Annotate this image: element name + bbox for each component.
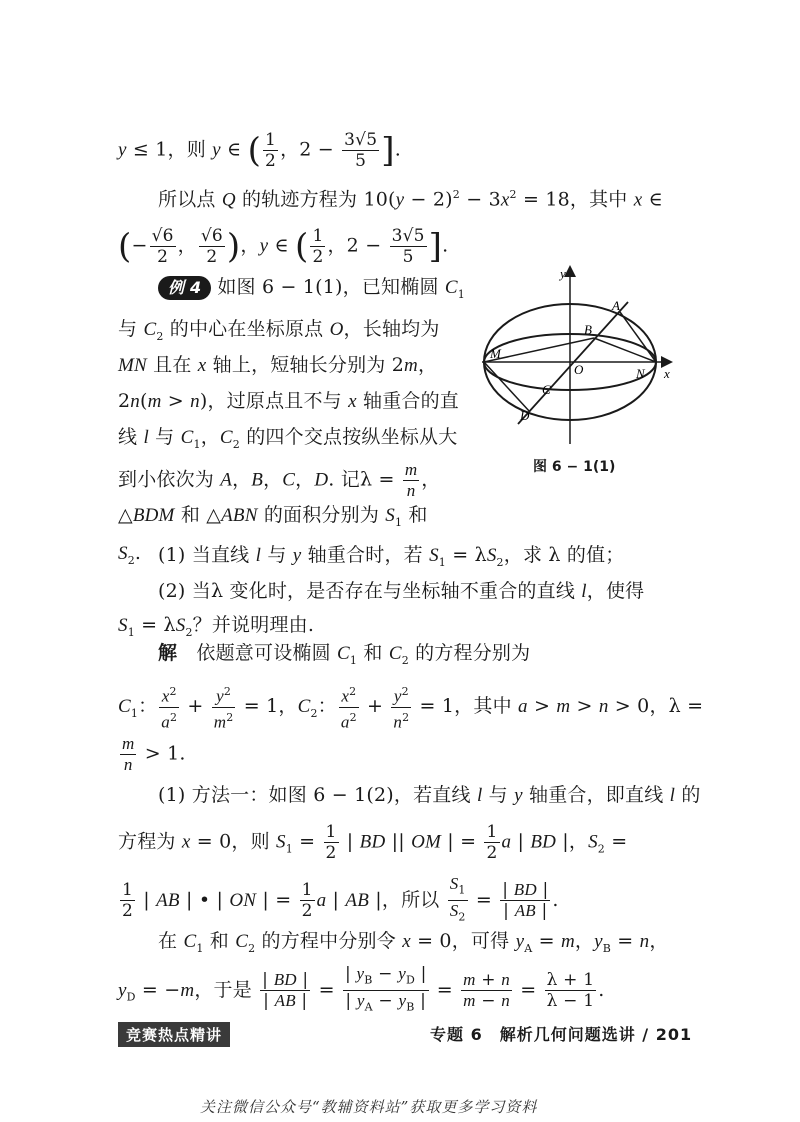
method-line-1: (1) 方法一：如图 6 − 1(2)，若直线 l 与 y 轴重合，即直线 l 的 [158, 784, 701, 806]
label-m: M [490, 346, 501, 361]
method-line-2: 方程为 x = 0，则 $S_1$ = $\frac{1}{2}$ | BD || OM | = $\frac{1}{2}$ a | BD |，$S_2$ = [118, 822, 628, 863]
line-l [518, 302, 628, 424]
label-y: y [560, 266, 566, 281]
solution-line-1: 解 依题意可设椭圆 $C_1$ 和 $C_2$ 的方程分别为 [158, 642, 531, 667]
example-line-6: 到小依次为 A，B，C，D. 记λ = $\frac{m}{n}$ ， [118, 460, 441, 500]
method-line-5: $y_D = -m$，于是 $\frac{| BD |}{| AB |}$ = $\frac{| y_B - y_D |}{| y_A - y_B |}$ = $\frac{m + n}{m - n}$ = $\frac{\lambda + 1}{\lambda - 1}$ . [118, 964, 605, 1014]
example-line-7: △BDM 和 △ABN 的面积分别为 $S_1$ 和 [118, 504, 428, 529]
example-line-3: MN 且在 x 轴上，短轴长分别为 2m， [118, 354, 438, 376]
solution-line-2: $C_1$： $\frac{x^2}{a^2}$ + $\frac{y^2}{m^2}$ = 1，$C_2$： $\frac{x^2}{a^2}$ + $\frac{y^2}{n^2}$ = 1，其中 a > m > n > 0，λ = [118, 682, 703, 732]
text-line-3: (− $\frac{√6}{2}$ ， $\frac{√6}{2}$ )，y ∈ ( $\frac{1}{2}$ ，2 − $\frac{3√5}{5}$ ]. [118, 226, 449, 267]
segment-md [484, 362, 530, 412]
label-n: N [636, 366, 645, 381]
text-line-1: y ≤ 1，则 y ∈ ( $\frac{1}{2}$ ，2 − $\frac{3√5}{5}$ ]. [118, 130, 401, 171]
example-badge: 例 4 [158, 276, 211, 300]
footer-section-label: 竞赛热点精讲 [118, 1022, 230, 1047]
footer-page-info: 专题 6 解析几何问题选讲 / 201 [430, 1025, 693, 1044]
example-line-1: 例 4 如图 6 − 1(1)，已知椭圆 $C_1$ [158, 272, 465, 310]
question-2a: (2) 当λ 变化时，是否存在与坐标轴不重合的直线 l，使得 [158, 580, 645, 602]
method-line-3: $\frac{1}{2}$ | AB | • | ON | = $\frac{1}{2}$ a | AB |，所以 $\frac{S_1}{S_2}$ = $\frac{| BD |}{| AB |}$ . [122, 874, 559, 924]
example-line-2: 与 $C_2$ 的中心在坐标原点 O，长轴均为 [118, 318, 440, 343]
method-line-4: 在 $C_1$ 和 $C_2$ 的方程中分别令 x = 0，可得 $y_A = m$，$y_B = n$， [158, 930, 669, 955]
text-line-2: 所以点 Q 的轨迹方程为 $10(y - 2)^2 - 3x^2 = 18$，其中 x ∈ [158, 188, 663, 211]
solution-line-3: $\frac{m}{n}$ > 1. [122, 734, 186, 774]
example-line-4: 2n(m > n)，过原点且不与 x 轴重合的直 [118, 390, 460, 412]
label-d: D [520, 408, 530, 423]
example-line-8: $S_2$. [118, 542, 142, 567]
label-o: O [574, 362, 584, 377]
label-b: B [584, 322, 592, 337]
figure-caption: 图 6 − 1(1) [533, 459, 616, 475]
question-1: (1) 当直线 l 与 y 轴重合时，若 $S_1 = \lambda S_2$，求 λ 的值； [158, 544, 625, 569]
example-line-5: 线 l 与 $C_1$，$C_2$ 的四个交点按纵坐标从大 [118, 426, 458, 451]
solution-label: 解 [158, 642, 178, 664]
label-x: x [664, 366, 670, 381]
label-c: C [542, 382, 551, 397]
watermark-text: 关注微信公众号“教辅资料站”获取更多学习资料 [200, 1098, 538, 1116]
question-2b: $S_1 = \lambda S_2$？并说明理由. [118, 614, 315, 639]
ellipse-figure [478, 262, 678, 452]
label-a: A [612, 298, 620, 313]
